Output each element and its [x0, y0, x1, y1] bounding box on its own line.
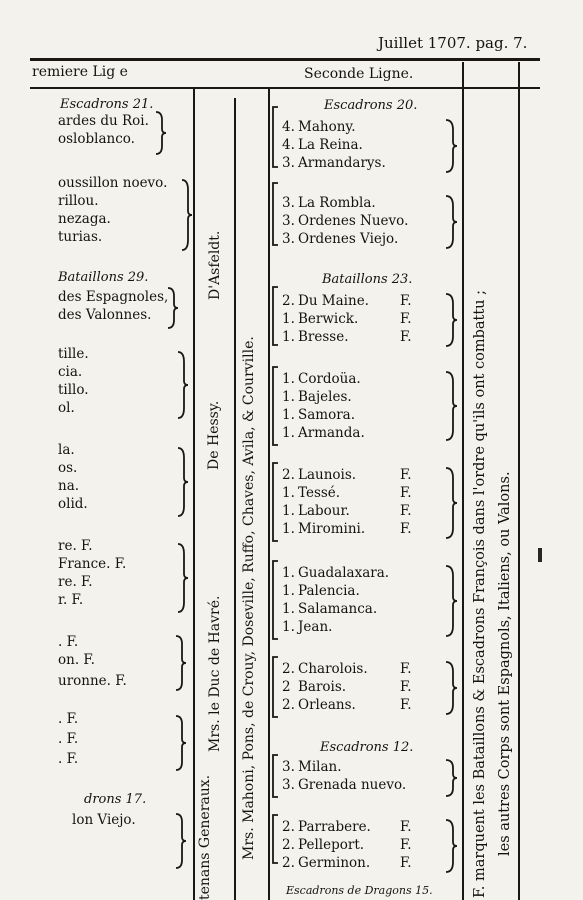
regiment-row: [282, 854, 452, 872]
regiment-row: [282, 406, 452, 424]
regiment-count: 2.: [282, 855, 295, 871]
regiment-count: 4.: [282, 137, 295, 153]
regiment-name: Salamanca.: [298, 601, 378, 617]
regiment-name: Samora.: [298, 407, 356, 423]
regiment-row: [282, 230, 452, 248]
regiment-count: 2.: [282, 837, 295, 853]
regiment-name: Ordenes Viejo.: [298, 231, 399, 247]
column-rule-5: [518, 62, 520, 900]
regiment-name: Bresse.: [298, 329, 349, 345]
brace-right-6: [444, 564, 460, 638]
regiment-row: [282, 292, 452, 310]
regiment-row: [282, 154, 452, 172]
left-line: des Valonnes.: [58, 307, 152, 323]
left-line: . F.: [58, 634, 79, 650]
brace-right-9: [444, 818, 460, 874]
left-line: ol.: [58, 400, 75, 416]
havre-label: Mrs. le Duc de Havré.: [207, 595, 223, 752]
brace-left-1: [154, 110, 168, 156]
right-bottom-fragment: Escadrons de Dragons 15.: [286, 884, 433, 897]
regiment-name: Charolois.: [298, 661, 368, 677]
regiment-row: [282, 758, 452, 776]
regiment-row: [282, 660, 452, 678]
regiment-row: [282, 818, 452, 836]
regiment-row: [282, 424, 452, 442]
regiment-count: 1.: [282, 329, 295, 345]
brace-left-7: [174, 634, 188, 692]
side-note-line-1: F. marquent les Bataillons & Escadrons François dans l'ordre qu'ils ont combattu ;: [472, 289, 488, 898]
left-line: r. F.: [58, 592, 84, 608]
regiment-count: 1.: [282, 485, 295, 501]
regiment-count: 1.: [282, 521, 295, 537]
brace-right-2: [444, 194, 460, 250]
regiment-count: 1.: [282, 389, 295, 405]
regiment-count: 1.: [282, 565, 295, 581]
left-line: ardes du Roi.: [58, 113, 149, 129]
regiment-count: 3.: [282, 777, 295, 793]
regiment-count: 1.: [282, 425, 295, 441]
left-line: re. F.: [58, 574, 93, 590]
left-line: cia.: [58, 364, 83, 380]
french-flag-mark: F.: [400, 293, 412, 309]
regiment-row: [282, 388, 452, 406]
french-flag-mark: F.: [400, 467, 412, 483]
brace-right-4: [444, 370, 460, 442]
right-group-9: [282, 818, 452, 872]
regiment-name: Du Maine.: [298, 293, 369, 309]
regiment-name: Cordoüa.: [298, 371, 361, 387]
left-bat-heading: Bataillons 29.: [58, 270, 149, 285]
regiment-name: Ordenes Nuevo.: [298, 213, 409, 229]
left-line: nezaga.: [58, 211, 111, 227]
right-group-6: [282, 564, 452, 636]
french-flag-mark: F.: [400, 329, 412, 345]
brace-left-4: [176, 350, 190, 420]
left-line: . F.: [58, 731, 79, 747]
left-line: . F.: [58, 711, 79, 727]
regiment-count: 3.: [282, 155, 295, 171]
regiment-name: Parrabere.: [298, 819, 371, 835]
regiment-row: [282, 836, 452, 854]
right-bat-heading: Bataillons 23.: [322, 272, 413, 287]
left-line: os.: [58, 460, 78, 476]
brace-left-6: [176, 542, 190, 614]
regiment-row: [282, 564, 452, 582]
right-group-1: [282, 118, 452, 172]
right-group-4: [282, 370, 452, 442]
regiment-name: Guadalaxara.: [298, 565, 390, 581]
regiment-name: Mahony.: [298, 119, 356, 135]
regiment-name: Grenada nuevo.: [298, 777, 407, 793]
regiment-count: 2.: [282, 661, 295, 677]
regiment-name: La Rombla.: [298, 195, 376, 211]
right-esc-heading-1: Escadrons 20.: [324, 98, 418, 113]
right-group-8: [282, 758, 452, 794]
regiment-count: 1.: [282, 371, 295, 387]
regiment-count: 3.: [282, 231, 295, 247]
brace-left-8: [174, 714, 188, 772]
right-esc-heading-2: Escadrons 12.: [320, 740, 414, 755]
regiment-row: [282, 466, 452, 484]
regiment-row: [282, 328, 452, 346]
regiment-name: Milan.: [298, 759, 342, 775]
french-flag-mark: F.: [400, 311, 412, 327]
regiment-row: [282, 118, 452, 136]
regiment-row: [282, 484, 452, 502]
left-line: olid.: [58, 496, 88, 512]
regiment-count: 3.: [282, 213, 295, 229]
right-group-3: [282, 292, 452, 346]
left-line: lon Viejo.: [72, 812, 136, 828]
second-line-heading: Seconde Ligne.: [304, 66, 414, 82]
left-line: na.: [58, 478, 80, 494]
regiment-count: 1.: [282, 619, 295, 635]
regiment-row: [282, 310, 452, 328]
french-flag-mark: F.: [400, 855, 412, 871]
french-flag-mark: F.: [400, 679, 412, 695]
regiment-count: 2.: [282, 819, 295, 835]
regiment-name: Armanda.: [298, 425, 365, 441]
left-line: on. F.: [58, 652, 95, 668]
regiment-count: 1.: [282, 583, 295, 599]
first-line-heading: remiere Lig e: [32, 64, 128, 80]
brace-right-1: [444, 118, 460, 174]
regiment-count: 1.: [282, 503, 295, 519]
left-line: osloblanco.: [58, 131, 135, 147]
french-flag-mark: F.: [400, 521, 412, 537]
regiment-count: 3.: [282, 195, 295, 211]
regiment-count: 2.: [282, 467, 295, 483]
french-flag-mark: F.: [400, 697, 412, 713]
lieutenants-label: tenans Generaux.: [197, 774, 213, 900]
regiment-name: La Reina.: [298, 137, 363, 153]
right-group-2: [282, 194, 452, 248]
regiment-name: Pelleport.: [298, 837, 365, 853]
regiment-count: 3.: [282, 759, 295, 775]
french-flag-mark: F.: [400, 503, 412, 519]
left-line: . F.: [58, 751, 79, 767]
regiment-row: [282, 370, 452, 388]
top-rule: [30, 58, 540, 61]
column-rule-4: [462, 62, 464, 900]
left-esc-heading-2: drons 17.: [84, 792, 147, 807]
regiment-name: Labour.: [298, 503, 350, 519]
bracket-marks: [270, 105, 280, 865]
right-group-5: [282, 466, 452, 538]
hessy-label: De Hessy.: [206, 400, 222, 470]
regiment-name: Launois.: [298, 467, 357, 483]
brace-left-2: [180, 178, 194, 252]
regiment-row: [282, 618, 452, 636]
marechaux-label: Mrs. Mahoni, Pons, de Crouy, Doseville, Ruffo, Chaves, Avila, & Courville.: [241, 336, 257, 860]
regiment-row: [282, 696, 452, 714]
french-flag-mark: F.: [400, 819, 412, 835]
regiment-name: Bajeles.: [298, 389, 352, 405]
regiment-name: Palencia.: [298, 583, 360, 599]
regiment-count: 1.: [282, 407, 295, 423]
regiment-row: [282, 582, 452, 600]
brace-right-7: [444, 660, 460, 716]
french-flag-mark: F.: [400, 485, 412, 501]
brace-left-9: [174, 812, 188, 870]
brace-right-8: [444, 758, 460, 798]
margin-mark: [538, 548, 542, 562]
regiment-row: [282, 678, 452, 696]
left-line: rillou.: [58, 193, 99, 209]
regiment-count: 4.: [282, 119, 295, 135]
left-line: des Espagnoles,: [58, 289, 169, 305]
regiment-count: 2.: [282, 697, 295, 713]
regiment-name: Miromini.: [298, 521, 366, 537]
regiment-name: Germinon.: [298, 855, 371, 871]
regiment-name: Barois.: [298, 679, 347, 695]
regiment-count: 2: [282, 679, 291, 695]
regiment-row: [282, 502, 452, 520]
right-group-7: [282, 660, 452, 714]
regiment-name: Berwick.: [298, 311, 359, 327]
brace-right-5: [444, 466, 460, 540]
regiment-count: 2.: [282, 293, 295, 309]
regiment-name: Orleans.: [298, 697, 356, 713]
left-line: France. F.: [58, 556, 127, 572]
left-line: oussillon noevo.: [58, 175, 168, 191]
french-flag-mark: F.: [400, 837, 412, 853]
left-line: turias.: [58, 229, 103, 245]
asfeldt-label: D'Asfeldt.: [207, 230, 223, 300]
left-line: uronne. F.: [58, 673, 127, 689]
column-rule-2: [234, 98, 236, 900]
regiment-count: 1.: [282, 311, 295, 327]
left-line: tillo.: [58, 382, 89, 398]
regiment-row: [282, 194, 452, 212]
brace-left-3: [166, 286, 180, 330]
side-note-line-2: les autres Corps sont Espagnols, Italiens, ou Valons.: [497, 471, 513, 856]
left-esc-heading-1: Escadrons 21.: [60, 97, 154, 112]
left-line: tille.: [58, 346, 89, 362]
left-line: la.: [58, 442, 75, 458]
brace-left-5: [176, 446, 190, 518]
page-header: Juillet 1707. pag. 7.: [378, 34, 528, 52]
regiment-name: Armandarys.: [298, 155, 386, 171]
regiment-row: [282, 776, 452, 794]
regiment-row: [282, 600, 452, 618]
regiment-row: [282, 212, 452, 230]
regiment-row: [282, 520, 452, 538]
brace-right-3: [444, 292, 460, 348]
french-flag-mark: F.: [400, 661, 412, 677]
regiment-name: Jean.: [298, 619, 333, 635]
left-line: re. F.: [58, 538, 93, 554]
regiment-name: Tessé.: [298, 485, 341, 501]
regiment-row: [282, 136, 452, 154]
regiment-count: 1.: [282, 601, 295, 617]
